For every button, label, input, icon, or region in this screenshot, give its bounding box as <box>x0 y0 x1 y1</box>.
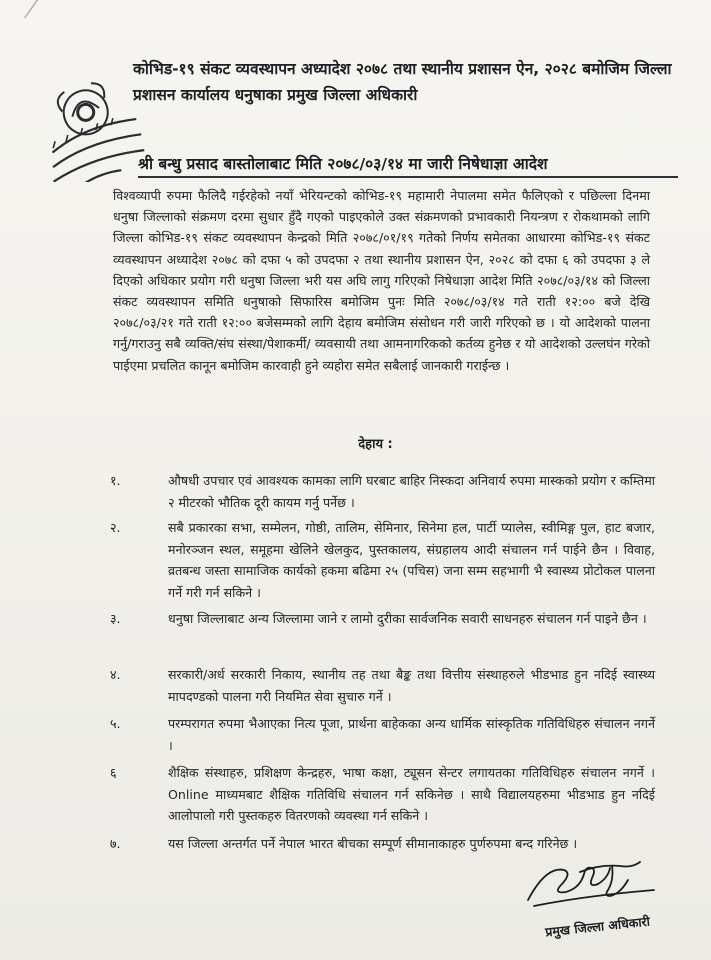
item-text: सरकारी/अर्ध सरकारी निकाय, स्थानीय तह तथा बैङ्क तथा वित्तीय संस्थाहरुले भीडभाड हुन नदिई स्वास्थ्य मापदण्डको पालना गरी नियमित सेवा सुचारु गर्ने । <box>168 667 655 704</box>
document-title: कोभिड-१९ संकट व्यवस्थापन अध्यादेश २०७८ तथा स्थानीय प्रशासन ऐन, २०२८ बमोजिम जिल्ला प्रशासन कार्यालय धनुषाका प्रमुख जिल्ला अधिकारी <box>133 60 672 104</box>
item-text: यस जिल्ला अन्तर्गत पर्ने नेपाल भारत बीचका सम्पूर्ण सीमानाकाहरु पुर्णरुपमा बन्द गरिनेछ । <box>168 836 578 851</box>
dehay-heading: देहाय : <box>358 437 393 452</box>
item-number: ५. <box>110 716 121 731</box>
item-number: २. <box>110 520 121 535</box>
item-text: औषधी उपचार एवं आवश्यक कामका लागि घरबाट बाहिर निस्कदा अनिवार्य रुपमा मास्कको प्रयोग र कम्तिमा २ मीटरको भौतिक दूरी कायम गर्नु पर्नेछ । <box>168 473 655 510</box>
paper-fold-mark <box>24 0 59 18</box>
document-subject: श्री बन्धु प्रसाद बास्तोलाबाट मिति २०७८/०३/१४ मा जारी निषेधाज्ञा आदेश <box>138 152 678 178</box>
intro-paragraph: विश्वव्यापी रुपमा फैलिदै गईरहेको नयाँ भेरियन्टको कोभिड-१९ महामारी नेपालमा समेत फैलिएको र पछिल्ला दिनमा धनुषा जिल्लाको संक्रमण दरमा सुधार हुँदै गएको पाइएकोले उक्त संक्रमणको प्रभावकारी नियन्त्रण र रोकथामको लागि जिल्ला कोभिड-१९ संकट व्यवस्थापन केन्द्रको मिति २०७८/०१/१९ गतेको निर्णय समेतका आधारमा कोभिड-१९ संकट व्यवस्थापन अध्यादेश २०७८ को दफा ५ को उपदफा २ तथा स्थानीय प्रशासन ऐन, २०२८ को दफा ६ को उपदफा ३ ले दिएको अधिकार प्रयोग गरी धनुषा जिल्ला भरी यस अघि लागु गरिएको निषेधाज्ञा आदेश मिति २०७८/०३/१४ को जिल्ला संकट व्यवस्थापन समिति धनुषाको सिफारिस बमोजिम पुनः मिति २०७८/०३/१४ गते राती १२:०० बजे देखि २०७८/०३/२१ गते राती १२:०० बजेसम्मको लागि देहाय बमोजिम संसोधन गरी जारी गरिएको छ । यो आदेशको पालना गर्नु/गराउनु सबै व्यक्ति/संघ संस्था/पेशाकर्मी/ व्यवसायी तथा आमनागरिकको कर्तव्य हुनेछ र यो आदेशको उल्लघंन गरेको पाईएमा प्रचलित कानून बमोजिम कारवाही हुने व्यहोरा समेत सबैलाई जानकारी गराईन्छ । <box>113 188 650 373</box>
item-number: १. <box>110 473 121 488</box>
list-item <box>110 608 655 630</box>
list-item <box>110 470 655 513</box>
item-text: शैक्षिक संस्थाहरु, प्रशिक्षण केन्द्रहरु, भाषा कक्षा, ट्यूसन सेन्टर लगायतका गतिविधिहरु संचालन नगर्ने । Online माध्यमबाट शैक्षिक गतिविधि संचालन गर्न सकिनेछ । साथै विद्यालयहरुमा भीडभाड हुन नदिई आलोपालो गरी पुस्तकहरु वितरणको व्यवस्था गर्न सकिने । <box>168 765 655 823</box>
item-number: ४. <box>110 667 121 682</box>
list-item <box>110 517 655 603</box>
item-number: ७. <box>110 836 121 851</box>
item-text: धनुषा जिल्लाबाट अन्य जिल्लामा जाने र लामो दुरीका सार्वजनिक सवारी साधनहरु संचालन गर्न पाइने छैन । <box>168 611 647 626</box>
item-number: ६ <box>110 765 117 780</box>
signature-icon <box>520 850 670 910</box>
item-number: ३. <box>110 611 121 626</box>
government-seal-icon <box>30 82 150 182</box>
list-item <box>110 762 655 827</box>
item-text: सबै प्रकारका सभा, सम्मेलन, गोष्ठी, तालिम, सेमिनार, सिनेमा हल, पार्टी प्यालेस, स्वीमिङ्ग पुल, हाट बजार, मनोरञ्जन स्थल, समूहमा खेलिने खेलकुद, पुस्तकालय, संग्रहालय आदी संचालन गर्न पाईने छैन । विवाह, व्रतबन्ध जस्ता सामाजिक कार्यको हकमा बढिमा २५ (पचिस) जना सम्म सहभागी भै स्वास्थ्य प्रोटोकल पालना गर्ने गरी गर्न सकिने । <box>168 520 655 600</box>
list-item <box>110 713 655 756</box>
list-item <box>110 664 655 707</box>
item-text: परम्परागत रुपमा भैआएका नित्य पूजा, प्रार्थना बाहेकका अन्य धार्मिक सांस्कृतिक गतिविधिहरु संचालन नगर्ने । <box>168 716 655 753</box>
signatory-designation: प्रमुख जिल्ला अधिकारी <box>544 913 651 940</box>
